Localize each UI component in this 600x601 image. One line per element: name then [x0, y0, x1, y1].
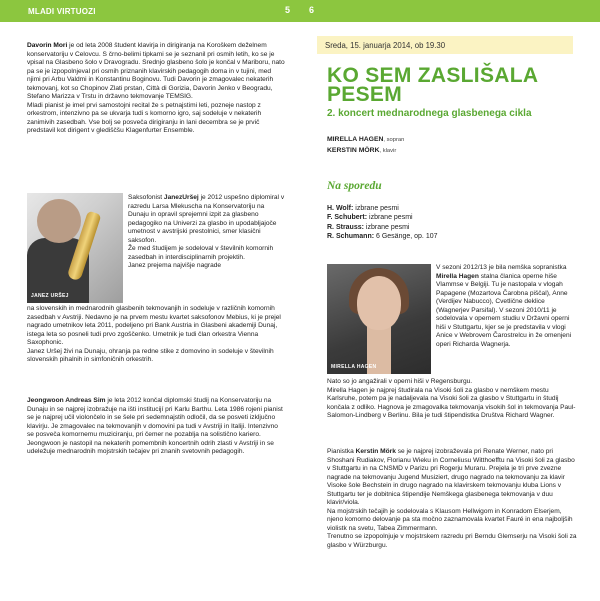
jeongwoon-text: je leta 2012 končal diplomski študij na Konservatoriju na Dunaju in se najprej izobražuje na išti institucijí pri Karlu Barthu. Leta 1986 rojeni pianist se je najprej učil violončelo in se šele pri sedemnajstih odločil, da se posveti izključno klavirju. Je zmagovalec na tekmovanjih v domovini pa tudi v Avstriji in Italiji. Intenzivno se posveča komornemu muziciranju, pri čemer ne pozablja na solistično kariero. Jeongwoon je nastopil na nekaterih pomembnih koncertnih odrih zlasti v Avstriji in se udeležuje mednarodnih mojstrskih tečajev pri znanih svetovnih pedagogih. [27, 397, 283, 455]
kerstin-text: se je najprej izobraževala pri Renate Werner, nato pri Shoshani Rudiakov, Florianu Wieku in Corneliusu Witthoefftu na Visoki šoli za glasbo v Stuttgartu in na CNSMD v Parizu pri Rogerju Muraru. Prejela je tri prve zvezne nagrade na tekmovanju Jugend Musiziert, drugo nagrado na tekmovanju za klavir Visoke šole Bechstein in drugo nagrado na klavirskem tekmovanju kluba Lions v Stuttgartu ter je dobitnica štipendije Nemškega glasbenega tekmovanja v duu klavir/viola. [327, 448, 575, 506]
janez-photo-caption: JANEZ URŠEJ [31, 293, 69, 299]
performer-row [327, 146, 404, 157]
kerstin-paragraph [327, 448, 577, 508]
mirella-bio-continued [327, 378, 577, 421]
kerstin-name: Kerstin Mörk [355, 448, 396, 455]
janez-text: je 2012 uspešno diplomiral v razredu Larsa Mlekuscha na Konservatoriju na Dunaju in opravil sprejemni izpit za glasbeno pedagogiko na Univerzi za glasbo in upodabljajoče umetnost v avstrijski prestolnici, smer klasični saksofon. [128, 194, 285, 244]
program-composer: F. Schubert: [327, 214, 368, 222]
photo-head [37, 199, 81, 243]
janez-rest-paragraph-2: Janez Uršej živi na Dunaju, ohranja pa redne stike z domovino in sodeluje v številnih slovenskih pihalnih in simfoničnih orkestrih. [27, 347, 274, 363]
janez-rest-paragraph: na slovenskih in mednarodnih glasbenih tekmovanjih in sodeluje v različnih komornih zasedbah v Avstriji. Nedavno je na prvem mestu kvartet saksofonov Mebius, ki je prejel nagrado umetnikov leta 2011, podeljeno pri Bank Austria in Glasbeni akademiji Dunaj, istega leta so posneli tudi prvo zgoščenko. Umetnik je tudi član orkestra Vienna Saxophonic. [27, 305, 281, 346]
concert-date: Sreda, 15. januarja 2014, ob 19.30 [325, 40, 446, 50]
jeongwoon-name: Jeongwoon Andreas Sim [27, 397, 106, 404]
janez-lead: Saksofonist [128, 194, 164, 201]
left-header [0, 0, 300, 22]
davorin-bio [27, 42, 285, 136]
concert-title: KO SEM ZASLIŠALA PESEM [327, 64, 538, 106]
davorin-paragraph [27, 42, 285, 102]
davorin-name: Davorin Mori [27, 42, 68, 49]
janez-bio [128, 194, 286, 271]
davorin-text: je od leta 2008 študent klavirja in dirigiranja na Koroškem deželnem konservatoriju v Celovcu. S črno-belimi tipkami se je seznanil pri osmih letih, ko se je vpisal na Glasbeno šolo v Dravogradu. Srednjo glasbeno šolo je končal v Mariboru, nato pa se je izpopolnjeval pri osmih priznanih klavirskih pedagogih doma in v tujini, med njimi pri Arbu Valdmi in Konstantinu Boginovu. Tudi Davorin je zmagovalec nekaterih tekmovanj, kot so Chopinov Zlati prstan, Città di Gorizia, Davorin Jenko v Beogradu, Stefano Marizza v Trstu in državno tekmovanje TEMSIG. [27, 42, 285, 100]
program-item [327, 223, 438, 232]
mirella-photo [327, 264, 431, 374]
kerstin-lead: Pianistka [327, 448, 356, 455]
performers-list [327, 135, 404, 156]
jeongwoon-paragraph [27, 397, 285, 457]
mirella-bio [436, 264, 576, 349]
janez-photo [27, 193, 123, 303]
page-number-left: 5 [285, 5, 291, 15]
program-list [327, 204, 438, 241]
mirella-rest-paragraph-2: Mirella Hagen je najprej študirala na Visoki šoli za glasbo v nemškem mestu Karlsruhe, potem pa je nadaljevala na Visoki šoli za glasbo v Stuttgartu in študij končala z odliko. Hagnova je zmagovalka tekmovanja visokih šol in tekmovanja Paul-Salomon-Lindberg v Berlinu. Bila je tudi štipendistka Društva Richard Wagner. [327, 386, 576, 419]
performer-name: MIRELLA HAGEN [327, 136, 384, 143]
performer-name: KERSTIN MÖRK [327, 146, 380, 154]
kerstin-paragraph-3: Trenutno se izpopolnjuje v mojstrskem razredu pri Berndu Glemserju na Visoki šoli za glasbo v Würzburgu. [327, 533, 577, 549]
program-heading: Na sporedu [327, 180, 382, 192]
program-item [327, 204, 438, 213]
concert-subtitle: 2. koncert mednarodnega glasbenega cikla [327, 108, 532, 119]
mirella-name: Mirella Hagen [436, 272, 479, 280]
davorin-paragraph-2: Mladi pianist je imel prvi samostojni recital že s petnajstimi leti, pozneje nastop z orkestrom, intenzivno pa se ukvarja tudi s komorno igro, saj sodeluje v nekaterih zanimivih zasedbah. Vse bolj se posveča dirigiranju in lani decembra se je prvič predstavil kot dirigent v glediščšu Klagenfurter Ensemble. [27, 101, 262, 134]
program-work: izbrane pesmi [363, 223, 410, 231]
page-header-bar [0, 0, 600, 22]
performer-role: , klavir [379, 147, 397, 154]
mirella-text: stalna članica operne hiše Vlammse v Belgiji. Tu je nastopala v vlogah Papagene (Mozartova Čarobna piščal), Anne (Verdijev Nabucco), Cvetlične deklice (Wagnerjev Parsifal). V sezoni 2010/11 je sodelovala v opernem studiu v Državni operni hiši v Stuttgartu, kjer se je predstavila v vlogi Anice v Webrovem Čarostrelcu in že omenjeni operi Richarda Wagnerja. [436, 272, 572, 348]
program-composer: R. Strauss: [327, 223, 364, 231]
program-item [327, 213, 438, 222]
janez-paragraph-3: Janez prejema najvišje nagrade [128, 262, 222, 269]
janez-bio-continued [27, 305, 285, 365]
program-work: 6 Gesänge, op. 107 [374, 232, 438, 240]
date-band [317, 36, 573, 54]
program-work: izbrane pesmi [353, 205, 399, 212]
program-composer: R. Schumann: [327, 232, 375, 240]
program-work: izbrane pesmi [367, 214, 413, 222]
janez-paragraph-2: Že med študijem je sodeloval v številnih komornih zasedbah in interdisciplinarnih projektih. [128, 245, 274, 261]
mirella-rest-paragraph: Nato so jo angažirali v operni hiši v Regensburgu. [327, 378, 473, 385]
mirella-photo-caption: MIRELLA HAGEN [331, 364, 377, 370]
page-number-right: 6 [309, 5, 315, 15]
mirella-lead: V sezoni 2012/13 je bila nemška sopranistka [436, 264, 567, 271]
janez-paragraph [128, 194, 286, 245]
photo-face [357, 276, 401, 330]
mirella-paragraph [436, 264, 576, 349]
performer-row [327, 135, 404, 146]
jeongwoon-bio [27, 397, 285, 457]
janez-name: JanezUršej [163, 194, 199, 201]
program-item [327, 232, 438, 241]
performer-role: , sopran [383, 137, 405, 143]
kerstin-paragraph-2: Na mojstrskih tečajih je sodelovala s Klausom Hellwigom in Konradom Elserjem, njeno komorno delovanje pa sta močno zaznamovala kvartet Fauré in ena najboljših violistk na svetu, Tabea Zimmermann. [327, 507, 573, 532]
program-composer: H. Wolf: [327, 205, 354, 212]
kerstin-bio [327, 448, 577, 550]
series-label: MLADI VIRTUOZI [28, 6, 96, 16]
right-header [300, 0, 600, 22]
